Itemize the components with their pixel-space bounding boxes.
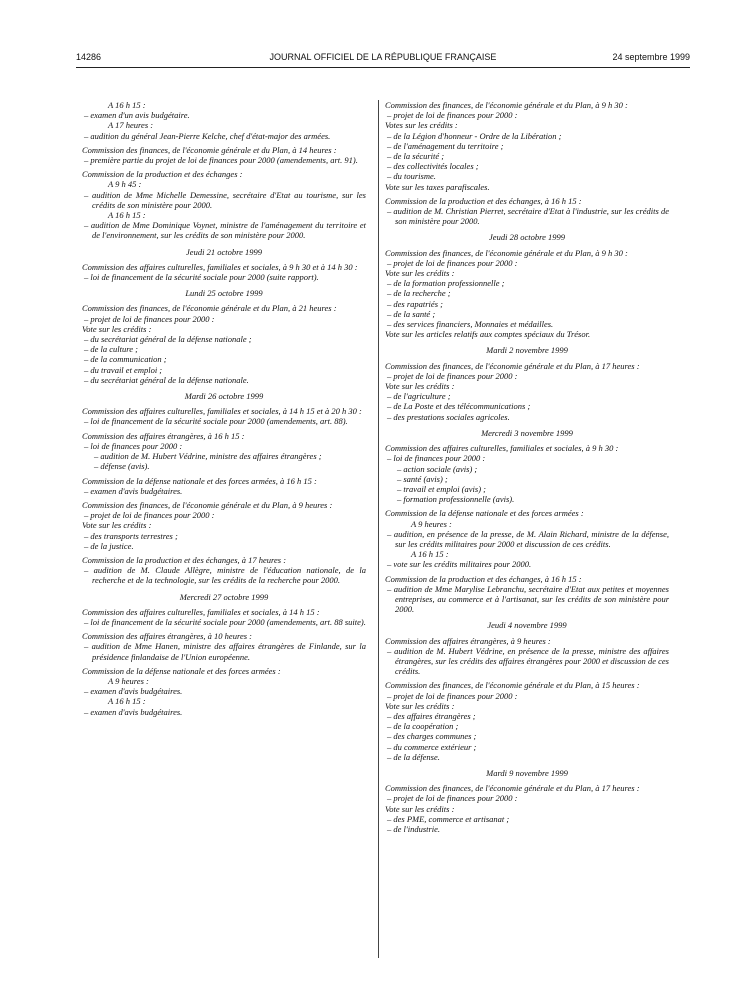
commission-entry: [385, 574, 669, 615]
header-rule: [76, 67, 690, 68]
agenda-item: – du commerce extérieur ;: [387, 741, 477, 752]
entry-text: Commission des affaires culturelles, familiales et sociales, à 9 h 30 et à 14 h 30 :: [82, 261, 358, 272]
agenda-item: – projet de loi de finances pour 2000 :: [84, 510, 215, 521]
entry-text: Vote sur les articles relatifs aux comptes spéciaux du Trésor.: [385, 329, 591, 340]
agenda-item: – audition de M. Hubert Védrine, en présence de la presse, ministre des affaires étrangères, sur les crédits des affaires étrangères pour 2000 et discussion de ces crédits.: [387, 645, 669, 677]
agenda-item: – de la communication ;: [84, 354, 167, 365]
commission-entry: [385, 508, 669, 569]
commission-entry: [385, 443, 669, 504]
agenda-item: – audition de Mme Hanen, ministre des affaires étrangères de Finlande, sur la présidence finlandaise de l'Union européenne.: [84, 641, 366, 662]
commission-entry: [82, 145, 366, 165]
agenda-item: – de la recherche ;: [387, 288, 451, 299]
entry-text: Commission de la défense nationale et des forces armées, à 16 h 15 :: [82, 475, 317, 486]
session-time: A 17 heures :: [108, 120, 154, 131]
agenda-subitem: – défense (avis).: [94, 461, 150, 472]
right-column: [385, 100, 669, 838]
commission-entry: [385, 361, 669, 422]
commission-entry: [82, 100, 366, 141]
agenda-item: – projet de loi de finances pour 2000 :: [387, 370, 518, 381]
session-time: A 16 h 15 :: [108, 210, 146, 221]
entry-text: Vote sur les crédits :: [385, 803, 455, 814]
agenda-item: – examen d'un avis budgétaire.: [84, 110, 190, 121]
agenda-item: – projet de loi de finances pour 2000 :: [387, 793, 518, 804]
agenda-item: – de la justice.: [84, 540, 134, 551]
agenda-item: – de la sécurité ;: [387, 151, 445, 162]
entry-text: Commission des affaires culturelles, familiales et sociales, à 14 h 15 et à 20 h 30 :: [82, 406, 362, 417]
entry-text: Commission de la production et des échanges :: [82, 169, 243, 180]
entry-text: Commission des finances, de l'économie générale et du Plan, à 15 heures :: [385, 680, 640, 691]
entry-text: Votes sur les crédits :: [385, 120, 458, 131]
agenda-item: – audition de Mme Dominique Voynet, ministre de l'aménagement du territoire et de l'environnement, sur les crédits de son ministère pour 2000.: [84, 220, 366, 241]
agenda-item: – audition de Mme Marylise Lebranchu, secrétaire d'Etat aux petites et moyennes entreprises, au commerce et à l'artisanat, sur les crédits de son ministère pour 2000.: [387, 583, 669, 615]
agenda-item: – du travail et emploi ;: [84, 364, 163, 375]
entry-text: Vote sur les crédits :: [385, 381, 455, 392]
commission-entry: [82, 431, 366, 472]
agenda-item: – des collectivités locales ;: [387, 161, 479, 172]
agenda-item: – loi de financement de la sécurité sociale pour 2000 (amendements, art. 88).: [84, 416, 348, 427]
agenda-subitem: – action sociale (avis) ;: [397, 463, 478, 474]
entry-text: Commission des affaires culturelles, familiales et sociales, à 14 h 15 :: [82, 606, 320, 617]
entry-text: Commission des finances, de l'économie générale et du Plan, à 9 h 30 :: [385, 100, 628, 110]
commission-entry: [385, 196, 669, 227]
agenda-item: – de l'industrie.: [387, 824, 441, 834]
commission-entry: [82, 607, 366, 627]
agenda-item: – de la formation professionnelle ;: [387, 278, 505, 289]
agenda-item: – des transports terrestres ;: [84, 530, 178, 541]
entry-text: Commission des finances, de l'économie générale et du Plan, à 17 heures :: [385, 783, 640, 794]
agenda-item: – loi de financement de la sécurité sociale pour 2000 (amendements, art. 88 suite).: [84, 616, 366, 627]
date-heading: Jeudi 28 octobre 1999: [489, 232, 565, 243]
commission-entry: [82, 631, 366, 662]
date-heading: Lundi 25 octobre 1999: [185, 288, 263, 299]
entry-text: Vote sur les crédits :: [385, 268, 455, 279]
agenda-subitem: – santé (avis) ;: [397, 473, 448, 484]
agenda-item: – projet de loi de finances pour 2000 :: [387, 690, 518, 701]
agenda-item: – de l'aménagement du territoire ;: [387, 140, 504, 151]
session-time: A 16 h 15 :: [108, 696, 146, 707]
agenda-item: – de la santé ;: [387, 308, 436, 319]
session-time: A 16 h 15 :: [108, 100, 146, 110]
date-heading: Jeudi 4 novembre 1999: [487, 620, 567, 631]
entry-text: Commission des affaires étrangères, à 9 heures :: [385, 635, 551, 646]
agenda-item: – audition de M. Claude Allègre, ministre de l'éducation nationale, de la recherche et de la technologie, sur les crédits de la recherche pour 2000.: [84, 565, 366, 586]
commission-entry: [82, 262, 366, 282]
session-time: A 9 h 45 :: [108, 179, 142, 190]
agenda-item: – examen d'avis budgétaires.: [84, 485, 183, 496]
entry-text: Commission de la production et des échanges, à 16 h 15 :: [385, 573, 582, 584]
agenda-item: – examen d'avis budgétaires.: [84, 706, 183, 717]
entry-text: Vote sur les crédits :: [82, 520, 152, 531]
session-time: A 9 heures :: [411, 518, 452, 529]
date-heading: Mardi 9 novembre 1999: [486, 767, 568, 778]
agenda-item: – du secrétariat général de la défense nationale ;: [84, 334, 252, 345]
entry-text: Commission des finances, de l'économie générale et du Plan, à 17 heures :: [385, 360, 640, 371]
agenda-item: – des charges communes ;: [387, 731, 477, 742]
commission-entry: [82, 169, 366, 240]
commission-entry: [385, 636, 669, 677]
agenda-subitem: – audition de M. Hubert Védrine, ministre des affaires étrangères ;: [94, 451, 322, 462]
entry-text: Commission de la production et des échanges, à 16 h 15 :: [385, 195, 582, 206]
agenda-item: – de la coopération ;: [387, 721, 459, 732]
column-divider: [378, 100, 379, 958]
commission-entry: [82, 555, 366, 586]
entry-text: Commission des finances, de l'économie générale et du Plan, à 9 h 30 :: [385, 247, 628, 258]
agenda-item: – audition de M. Christian Pierret, secrétaire d'Etat à l'industrie, sur les crédits de son ministère pour 2000.: [387, 206, 669, 227]
date-heading: Mercredi 3 novembre 1999: [481, 427, 573, 438]
page-header: [76, 52, 690, 66]
agenda-item: – loi de financement de la sécurité sociale pour 2000 (suite rapport).: [84, 272, 319, 283]
date-heading: Mardi 26 octobre 1999: [184, 391, 264, 402]
commission-entry: [82, 303, 366, 385]
issue-date: 24 septembre 1999: [612, 52, 690, 62]
agenda-item: – de la culture ;: [84, 344, 138, 355]
agenda-item: – des PME, commerce et artisanat ;: [387, 813, 510, 824]
entry-text: Commission de la production et des échanges, à 17 heures :: [82, 554, 287, 565]
entry-text: Commission de la défense nationale et des forces armées :: [82, 665, 281, 676]
commission-entry: [385, 680, 669, 762]
agenda-item: – vote sur les crédits militaires pour 2000.: [387, 559, 532, 570]
agenda-item: – audition, en présence de la presse, de M. Alain Richard, ministre de la défense, sur les crédits militaires pour 2000 et discussion de ces crédits.: [387, 528, 669, 549]
date-heading: Mardi 2 novembre 1999: [486, 345, 568, 356]
agenda-item: – examen d'avis budgétaires.: [84, 686, 183, 697]
session-time: A 9 heures :: [108, 675, 149, 686]
agenda-item: – loi de finances pour 2000 :: [84, 440, 183, 451]
agenda-item: – des services financiers, Monnaies et médailles.: [387, 319, 554, 330]
agenda-item: – des affaires étrangères ;: [387, 710, 476, 721]
agenda-item: – des prestations sociales agricoles.: [387, 411, 510, 422]
commission-entry: [385, 783, 669, 834]
commission-entry: [385, 100, 669, 192]
entry-text: Commission de la défense nationale et des forces armées :: [385, 508, 584, 519]
entry-text: Commission des affaires culturelles, familiales et sociales, à 9 h 30 :: [385, 443, 619, 454]
agenda-item: – de La Poste et des télécommunications ;: [387, 401, 531, 412]
entry-text: Commission des affaires étrangères, à 16 h 15 :: [82, 430, 245, 441]
entry-text: Vote sur les crédits :: [385, 700, 455, 711]
agenda-item: – audition du général Jean-Pierre Kelche, chef d'état-major des armées.: [84, 130, 331, 141]
journal-title: JOURNAL OFFICIEL DE LA RÉPUBLIQUE FRANÇAISE: [269, 52, 497, 62]
agenda-item: – de l'agriculture ;: [387, 391, 451, 402]
agenda-item: – des rapatriés ;: [387, 298, 443, 309]
agenda-item: – projet de loi de finances pour 2000 :: [84, 313, 215, 324]
date-heading: Mercredi 27 octobre 1999: [179, 591, 269, 602]
entry-text: Vote sur les taxes parafiscales.: [385, 181, 490, 192]
agenda-item: – projet de loi de finances pour 2000 :: [387, 257, 518, 268]
agenda-item: – du tourisme.: [387, 171, 436, 182]
date-heading: Jeudi 21 octobre 1999: [186, 246, 262, 257]
entry-text: Vote sur les crédits :: [82, 323, 152, 334]
agenda-item: – audition de Mme Michelle Demessine, secrétaire d'Etat au tourisme, sur les crédits de son ministère pour 2000.: [84, 189, 366, 210]
agenda-item: – de la défense.: [387, 751, 440, 762]
page-number: 14286: [76, 52, 102, 62]
commission-entry: [82, 476, 366, 496]
commission-entry: [82, 406, 366, 426]
commission-entry: [82, 666, 366, 717]
session-time: A 16 h 15 :: [411, 549, 449, 560]
commission-entry: [82, 500, 366, 551]
left-column: [82, 100, 366, 721]
agenda-item: – du secrétariat général de la défense nationale.: [84, 374, 249, 385]
agenda-item: – loi de finances pour 2000 :: [387, 453, 486, 464]
commission-entry: [385, 248, 669, 340]
entry-text: Commission des finances, de l'économie générale et du Plan, à 9 heures :: [82, 499, 333, 510]
agenda-subitem: – travail et emploi (avis) ;: [397, 483, 486, 494]
agenda-item: – de la Légion d'honneur - Ordre de la Libération ;: [387, 130, 562, 141]
agenda-item: – première partie du projet de loi de finances pour 2000 (amendements, art. 91).: [84, 155, 358, 166]
agenda-item: – projet de loi de finances pour 2000 :: [387, 110, 518, 121]
entry-text: Commission des finances, de l'économie générale et du Plan, à 14 heures :: [82, 144, 337, 155]
agenda-subitem: – formation professionnelle (avis).: [397, 494, 515, 505]
entry-text: Commission des affaires étrangères, à 10 heures :: [82, 631, 252, 642]
entry-text: Commission des finances, de l'économie générale et du Plan, à 21 heures :: [82, 303, 337, 314]
